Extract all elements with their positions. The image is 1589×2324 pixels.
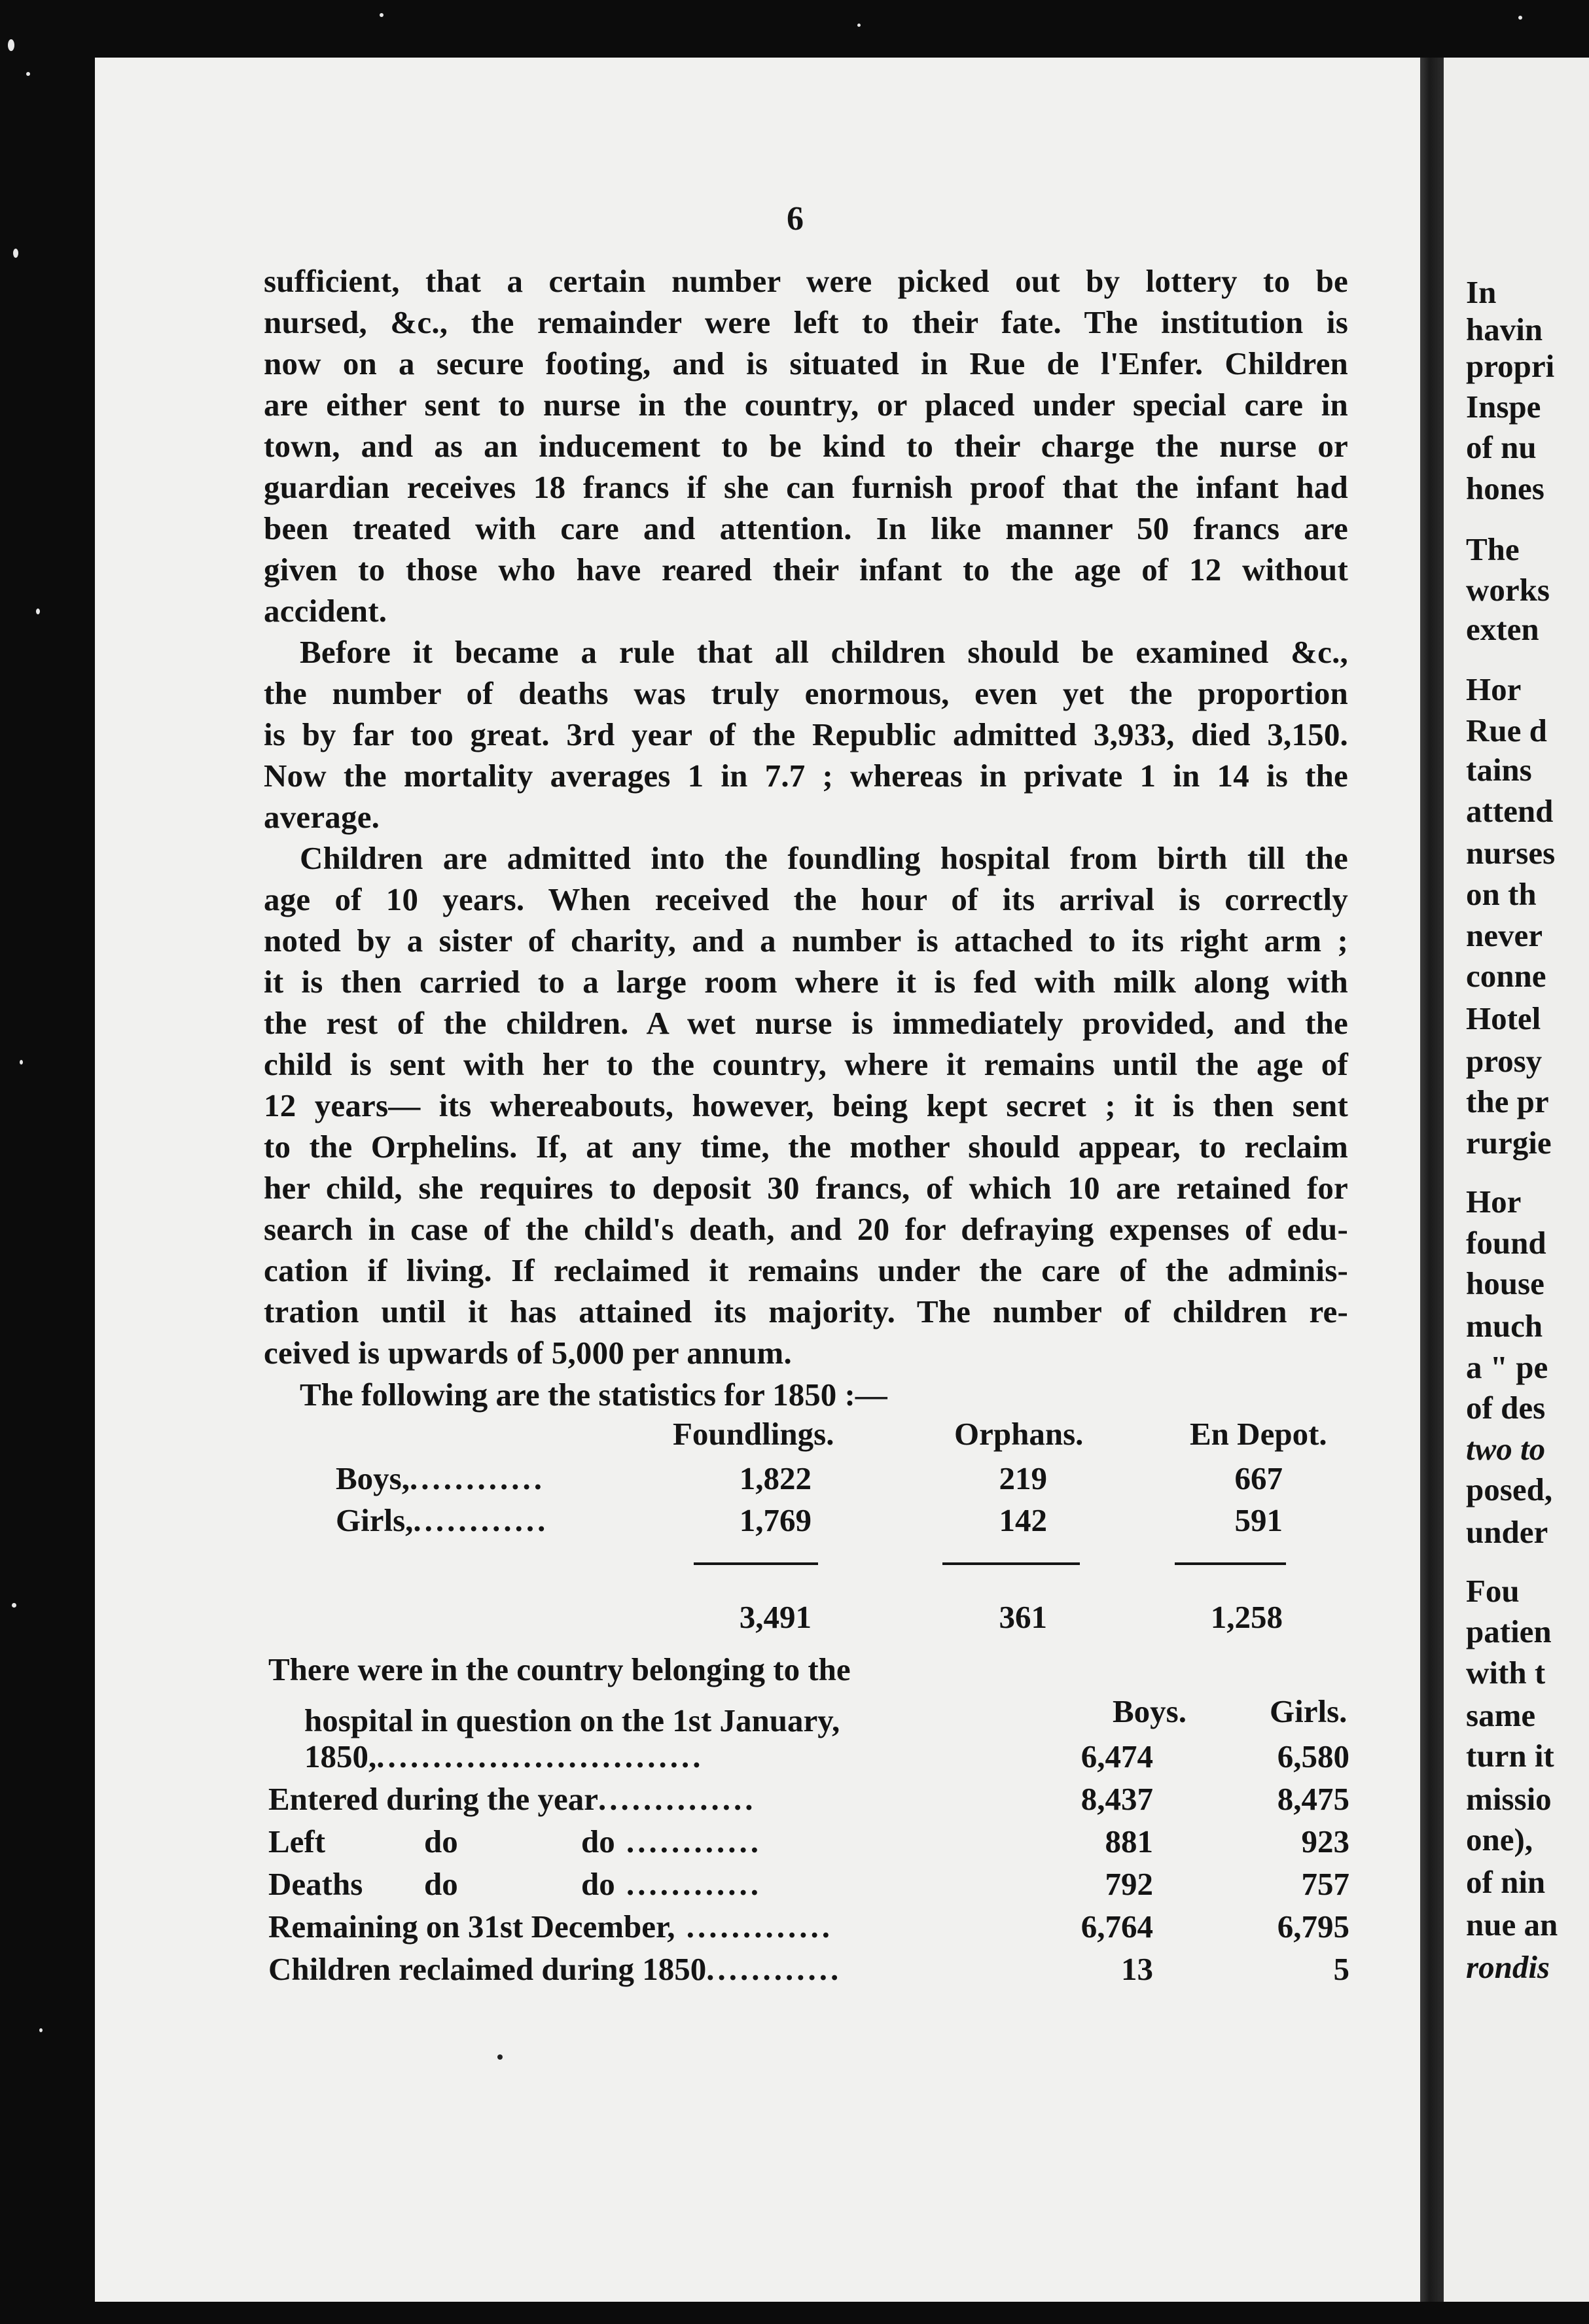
right-page-fragment: rondis	[1466, 1949, 1550, 1985]
right-page-fragment: prosy	[1466, 1043, 1543, 1079]
right-page-fragment: much	[1466, 1308, 1543, 1344]
right-page-fragment: havin	[1466, 311, 1543, 347]
text-line: it is then carried to a large room where it is fed with milk along with	[264, 964, 1348, 1000]
right-page-fragment: Inspe	[1466, 389, 1541, 425]
text-line: noted by a sister of charity, and a number is attached to its right arm ;	[264, 923, 1348, 959]
table2-do: do ............	[581, 1823, 762, 1859]
scan-speck	[12, 1603, 16, 1608]
table2-intro-line: 1850,.............................	[304, 1738, 704, 1774]
text-line: guardian receives 18 francs if she can furnish proof that the infant had	[264, 469, 1348, 505]
right-page-fragment: Hor	[1466, 1184, 1522, 1220]
scan-speck	[20, 1060, 23, 1065]
right-page-fragment: hones	[1466, 470, 1544, 506]
right-page-fragment: with t	[1466, 1655, 1546, 1691]
scan-speck	[380, 13, 384, 17]
right-page-fragment: conne	[1466, 958, 1546, 994]
right-page-fragment: Fou	[1466, 1573, 1520, 1609]
scan-speck	[26, 72, 30, 76]
right-page-fragment: The	[1466, 531, 1520, 567]
text-line: ceived is upwards of 5,000 per annum.	[264, 1335, 792, 1371]
text-line: to the Orphelins. If, at any time, the mother should appear, to reclaim	[264, 1129, 1348, 1165]
right-page-fragment: house	[1466, 1265, 1544, 1301]
right-page-fragment: attend	[1466, 793, 1554, 829]
right-page-fragment: rurgie	[1466, 1125, 1552, 1161]
text-line: Children are admitted into the foundling hospital from birth till the	[300, 840, 1348, 876]
table2-row-label: Remaining on 31st December, .............	[268, 1909, 834, 1945]
text-line: the rest of the children. A wet nurse is immediately provided, and the	[264, 1005, 1348, 1041]
table2-do: do	[424, 1866, 458, 1902]
table1-header-foundlings: Foundlings.	[673, 1416, 834, 1452]
right-page-fragment: one),	[1466, 1822, 1533, 1857]
right-page-fragment: propri	[1466, 348, 1555, 384]
scan-speck	[39, 2028, 43, 2032]
table2-do: do	[424, 1823, 458, 1859]
table2-header-boys: Boys.	[1113, 1693, 1187, 1729]
text-line: nursed, &c., the remainder were left to their fate. The institution is	[264, 304, 1348, 340]
table1-cell: 1,769	[739, 1502, 812, 1538]
right-page-fragment: tains	[1466, 752, 1532, 788]
table1-total: 1,258	[1210, 1599, 1283, 1635]
text-line: been treated with care and attention. In like manner 50 francs are	[264, 510, 1348, 546]
paragraph	[264, 837, 1348, 1373]
table1-cell: 1,822	[739, 1460, 812, 1496]
right-page-fragment: posed,	[1466, 1471, 1553, 1507]
text-line: town, and as an inducement to be kind to their charge the nurse or	[264, 428, 1348, 464]
scan-speck	[8, 39, 14, 51]
table2-cell: 757	[1301, 1866, 1349, 1902]
table1-cell: 142	[999, 1502, 1047, 1538]
right-page-fragment: same	[1466, 1697, 1536, 1733]
table2-row-label: Deaths	[268, 1866, 363, 1902]
right-page-fragment: under	[1466, 1514, 1548, 1550]
right-page-fragment: of nu	[1466, 429, 1537, 465]
table1-cell: 219	[999, 1460, 1047, 1496]
right-page-fragment: Rue d	[1466, 713, 1547, 748]
text-line: is by far too great. 3rd year of the Republic admitted 3,933, died 3,150.	[264, 716, 1348, 752]
text-line: 12 years— its whereabouts, however, being kept secret ; it is then sent	[264, 1087, 1348, 1123]
page-number: 6	[787, 200, 804, 238]
text-line: are either sent to nurse in the country, or placed under special care in	[264, 387, 1348, 423]
right-page-fragment: patien	[1466, 1613, 1552, 1649]
right-page-fragment: works	[1466, 572, 1550, 608]
table2-intro-line: hospital in question on the 1st January,	[304, 1702, 840, 1738]
body-text	[264, 260, 1348, 1373]
right-page-fragment: turn it	[1466, 1738, 1554, 1774]
text-line: average.	[264, 799, 380, 835]
table2-cell: 6,474	[1080, 1738, 1153, 1774]
table1-total: 361	[999, 1599, 1047, 1635]
table2-cell: 923	[1301, 1823, 1349, 1859]
right-page-fragment: never	[1466, 917, 1543, 953]
right-page-fragment: nue an	[1466, 1907, 1558, 1943]
table2-intro-line: There were in the country belonging to the	[268, 1651, 851, 1687]
right-page-fragment: Hotel	[1466, 1000, 1541, 1036]
table2-cell: 8,437	[1080, 1781, 1153, 1817]
stats-intro: The following are the statistics for 1850 :—	[300, 1377, 887, 1413]
scan-speck	[36, 608, 40, 614]
table2-header-girls: Girls.	[1270, 1693, 1348, 1729]
text-line: child is sent with her to the country, where it remains until the age of	[264, 1046, 1348, 1082]
table1-row-label: Boys,............	[336, 1460, 546, 1496]
table1-total: 3,491	[739, 1599, 812, 1635]
paragraph	[264, 260, 1348, 631]
text-line: sufficient, that a certain number were picked out by lottery to be	[264, 263, 1348, 299]
scan-speck	[1518, 16, 1522, 20]
text-line: the number of deaths was truly enormous, even yet the proportion	[264, 675, 1348, 711]
right-page-fragment: of nin	[1466, 1864, 1546, 1900]
text-line: tration until it has attained its majority. The number of children re-	[264, 1294, 1348, 1329]
table2-cell: 8,475	[1277, 1781, 1349, 1817]
table1-cell: 591	[1234, 1502, 1283, 1538]
text-line: age of 10 years. When received the hour of its arrival is correctly	[264, 881, 1348, 917]
text-line: search in case of the child's death, and 20 for defraying expenses of edu-	[264, 1211, 1348, 1247]
right-page-fragment: of des	[1466, 1390, 1546, 1426]
scan-speck	[857, 24, 861, 27]
table2-cell: 13	[1121, 1951, 1153, 1987]
table1-row-label: Girls,............	[336, 1502, 549, 1538]
right-page-fragment: the pr	[1466, 1083, 1549, 1119]
right-page-fragment: two to	[1466, 1431, 1546, 1467]
ink-dot	[497, 2054, 503, 2060]
table1-cell: 667	[1234, 1460, 1283, 1496]
table2-cell: 6,580	[1277, 1738, 1349, 1774]
table1-header-orphans: Orphans.	[954, 1416, 1084, 1452]
table2-cell: 6,795	[1277, 1909, 1349, 1945]
table2-row-label: Left	[268, 1823, 326, 1859]
table1-header-en-depot: En Depot.	[1190, 1416, 1327, 1452]
right-page-fragment: missio	[1466, 1781, 1552, 1817]
paragraph	[264, 631, 1348, 837]
right-page-fragment: a " pe	[1466, 1349, 1548, 1385]
right-page-fragment: In	[1466, 274, 1497, 310]
table2-do: do ............	[581, 1866, 762, 1902]
scan-speck	[13, 249, 18, 258]
table2-cell: 6,764	[1080, 1909, 1153, 1945]
book-gutter	[1420, 58, 1444, 2302]
right-page-fragment: exten	[1466, 611, 1539, 647]
text-line: given to those who have reared their infant to the age of 12 without	[264, 552, 1348, 588]
right-page-fragment: nurses	[1466, 835, 1556, 871]
text-line: cation if living. If reclaimed it remains under the care of the adminis-	[264, 1252, 1348, 1288]
table2-cell: 5	[1333, 1951, 1349, 1987]
table2-cell: 792	[1105, 1866, 1153, 1902]
text-line: Now the mortality averages 1 in 7.7 ; whereas in private 1 in 14 is the	[264, 758, 1348, 794]
right-page-fragment: found	[1466, 1225, 1546, 1261]
text-line: Before it became a rule that all children should be examined &c.,	[300, 634, 1348, 670]
table2-row-label: Entered during the year..............	[268, 1781, 757, 1817]
text-line: now on a secure footing, and is situated in Rue de l'Enfer. Children	[264, 345, 1348, 381]
table2-row-label: Children reclaimed during 1850............	[268, 1951, 842, 1987]
right-page-fragment: on th	[1466, 876, 1537, 912]
text-line: accident.	[264, 593, 387, 629]
table2-cell: 881	[1105, 1823, 1153, 1859]
right-page-fragment: Hor	[1466, 671, 1522, 707]
text-line: her child, she requires to deposit 30 francs, of which 10 are retained for	[264, 1170, 1348, 1206]
